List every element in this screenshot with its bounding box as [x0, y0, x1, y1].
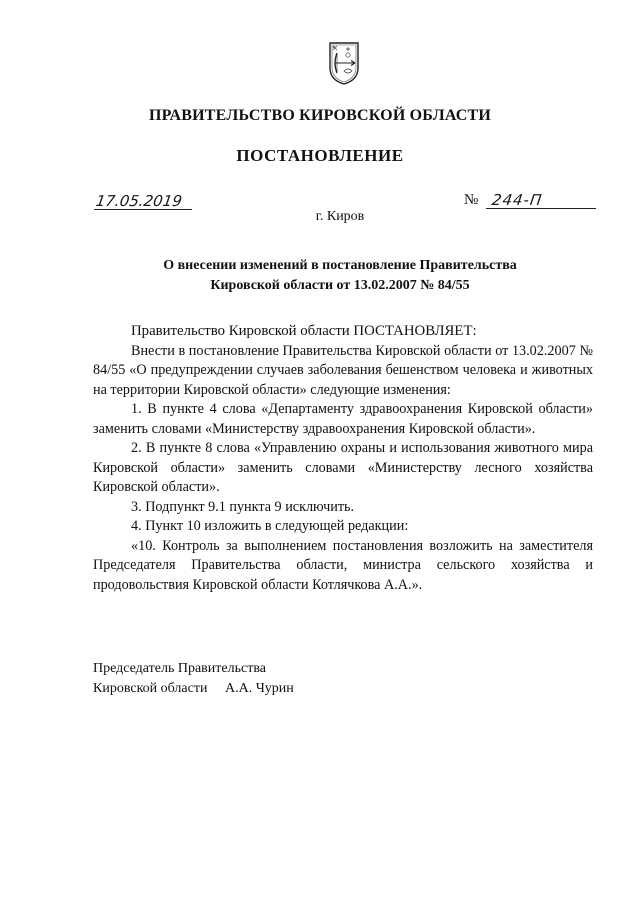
item-4-paragraph: 4. Пункт 10 изложить в следующей редакции: [131, 518, 409, 534]
item-2-paragraph: 2. В пункте 8 слова «Управлению охраны и использования животного мира Кировской области» заменить словами «Министерству лесного хозяйства Кировской области». [93, 440, 593, 495]
city-label: г. Киров [315, 209, 365, 224]
signatory-position-line-1: Председатель Правительства [93, 661, 266, 676]
organization-title: ПРАВИТЕЛЬСТВО КИРОВСКОЙ ОБЛАСТИ [148, 107, 492, 124]
number-field [486, 188, 596, 209]
preamble-paragraph: Правительство Кировской области ПОСТАНОВЛЯЕТ: [131, 323, 477, 339]
document-title [0, 256, 640, 296]
title-line-1: О внесении изменений в постановление Правительства [163, 258, 517, 273]
signature-block [93, 659, 294, 699]
date-field [94, 189, 192, 210]
date-value: 17.05.2019 [94, 192, 184, 210]
title-line-2: Кировской области от 13.02.2007 № 84/55 [210, 278, 470, 293]
document-number [464, 189, 596, 209]
item-1-paragraph: 1. В пункте 4 слова «Департаменту здравоохранения Кировской области» заменить словами «Министерству здравоохранения Кировской области». [93, 401, 593, 437]
signatory-region: Кировской области [93, 681, 208, 696]
document-type-heading: ПОСТАНОВЛЕНИЕ [236, 146, 404, 165]
item-4-text-paragraph: «10. Контроль за выполнением постановления возложить на заместителя Председателя Правительства области, министра сельского хозяйства и продовольствия Кировской области Котлячкова А.А.». [93, 537, 593, 593]
signatory-name: А.А. Чурин [224, 681, 294, 696]
signatory-position-line-2 [93, 679, 294, 699]
document-body [93, 322, 593, 595]
item-3-paragraph: 3. Подпункт 9.1 пункта 9 исключить. [131, 498, 355, 515]
intro-paragraph: Внести в постановление Правительства Кировской области от 13.02.2007 № 84/55 «О предупреждении случаев заболевания бешенством человека и животных на территории Кировской области» следующие изменения: [93, 342, 593, 398]
number-sign: № [464, 192, 479, 208]
coat-of-arms-icon [327, 40, 361, 86]
number-value: 244-П [490, 191, 544, 209]
